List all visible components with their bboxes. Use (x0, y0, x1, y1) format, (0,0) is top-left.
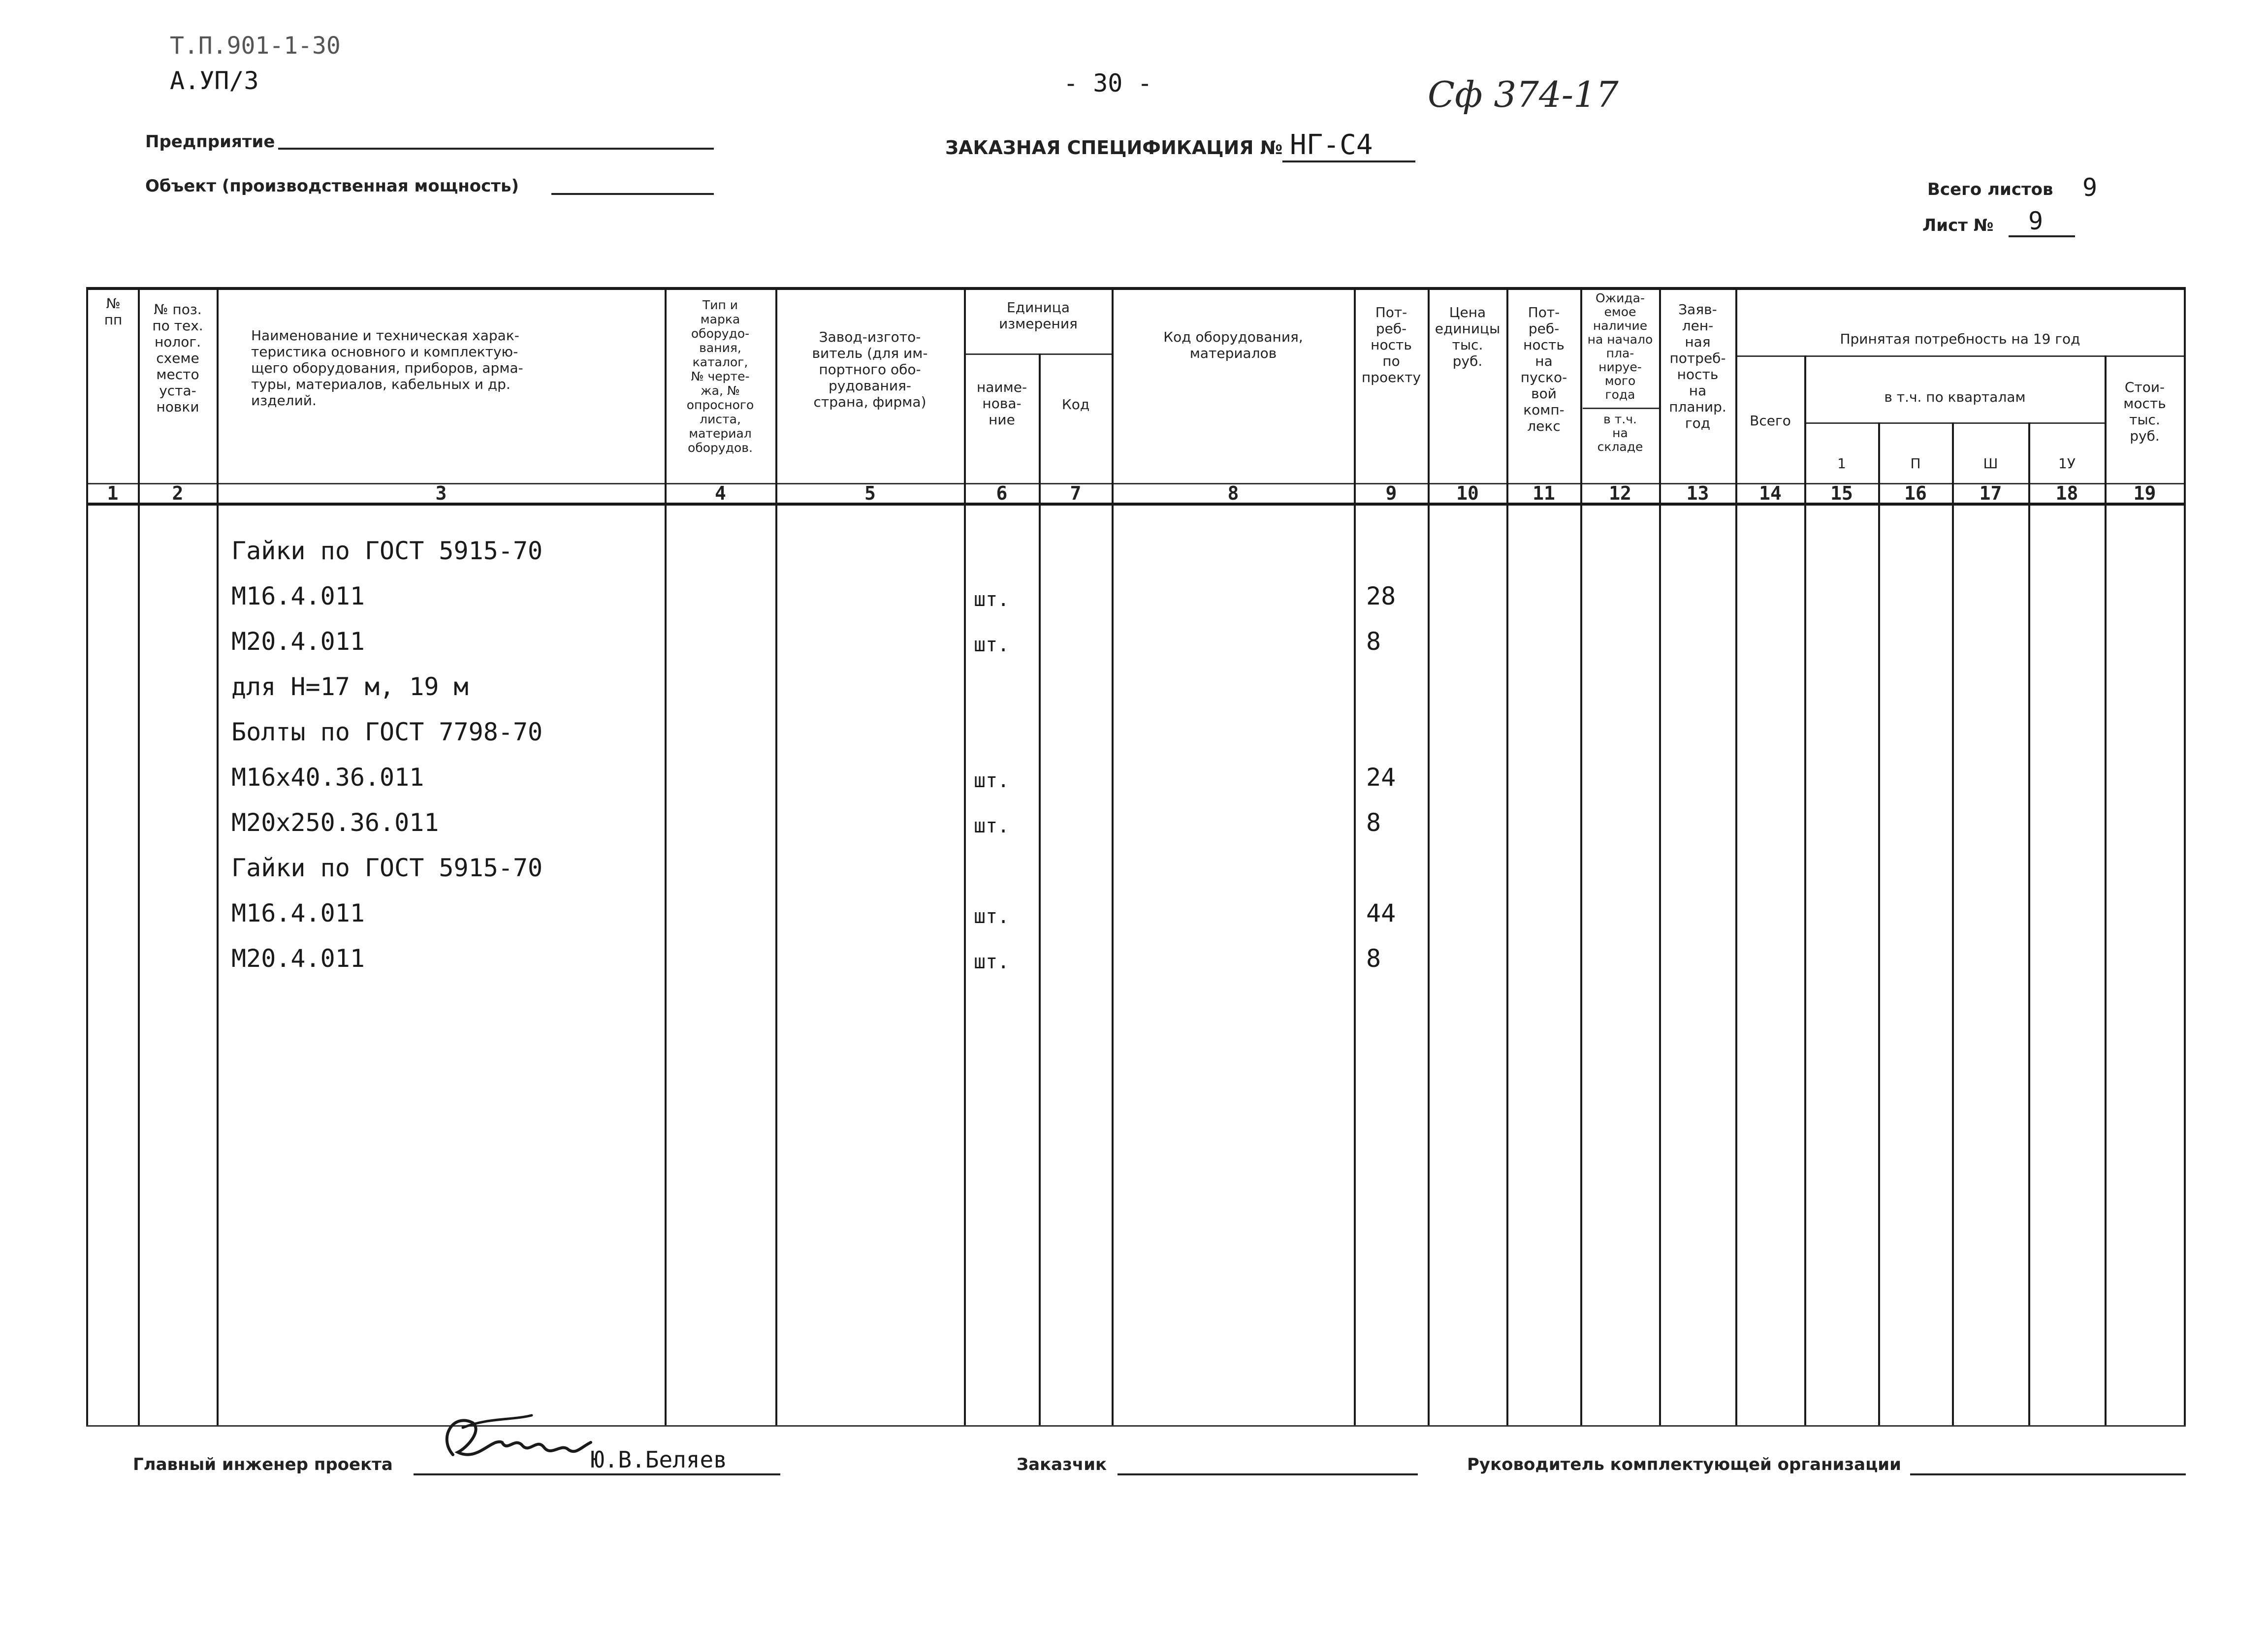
column-number-14: 14 (1759, 482, 1782, 504)
header-quarter-1: 1 (1837, 455, 1846, 472)
chief-engineer-label: Главный инженер проекта (133, 1455, 393, 1474)
sheet-underline (2009, 235, 2075, 237)
col-border-10 (1506, 287, 1508, 1425)
customer-label: Заказчик (1017, 1455, 1107, 1474)
table-top-border (86, 287, 2186, 290)
col-border-8 (1354, 287, 1356, 1425)
item-quantity: 8 (1366, 808, 1381, 837)
column-number-17: 17 (1979, 482, 2002, 504)
object-underline (551, 193, 714, 195)
item-name: М20х250.36.011 (231, 808, 439, 837)
item-unit: шт. (974, 905, 1010, 928)
customer-underline (1118, 1473, 1418, 1475)
item-name: М16.4.011 (231, 582, 365, 610)
header-position: № поз. по тех. нолог. схеме место уста- новки (152, 301, 203, 415)
spec-title: ЗАКАЗНАЯ СПЕЦИФИКАЦИЯ № (945, 137, 1283, 159)
item-name: Болты по ГОСТ 7798-70 (231, 718, 543, 746)
column-number-18: 18 (2055, 482, 2078, 504)
header-in-stock: в т.ч. на складе (1597, 412, 1643, 454)
column-number-9: 9 (1385, 482, 1397, 504)
document-subcode: А.УП/3 (170, 66, 259, 95)
total-sheets-value: 9 (2082, 173, 2098, 202)
col-border-5 (964, 287, 966, 1425)
page-number: - 30 - (1063, 69, 1152, 97)
header-total: Всего (1750, 413, 1791, 429)
item-quantity: 8 (1366, 627, 1381, 656)
column-number-13: 13 (1686, 482, 1709, 504)
item-quantity: 28 (1366, 582, 1396, 610)
header-cost: Стои- мость тыс. руб. (2123, 379, 2166, 444)
column-number-2: 2 (172, 482, 184, 504)
item-name: М16.4.011 (231, 899, 365, 927)
column-number-6: 6 (996, 482, 1008, 504)
col-border-12 (1659, 287, 1661, 1425)
item-name: М20.4.011 (231, 944, 365, 973)
header-unit-price: Цена единицы тыс. руб. (1435, 304, 1501, 369)
col-border-7 (1112, 287, 1114, 1425)
col-border-1 (138, 287, 140, 1425)
sheet-value: 9 (2028, 207, 2044, 235)
object-label: Объект (производственная мощность) (145, 176, 519, 196)
enterprise-label: Предприятие (145, 132, 275, 152)
table-bottom-rule (86, 1425, 2186, 1427)
header-quarter-3: Ш (1983, 455, 1998, 472)
handwritten-reference: Сф 374-17 (1428, 74, 1619, 115)
unit-group-rule (964, 353, 1112, 355)
column-number-3: 3 (435, 482, 447, 504)
column-number-10: 10 (1456, 482, 1479, 504)
header-startup-need: Пот- реб- ность на пуско- вой комп- лекс (1520, 304, 1567, 434)
item-name: Гайки по ГОСТ 5915-70 (231, 537, 543, 565)
supplier-head-label: Руководитель комплектующей организации (1467, 1455, 1901, 1474)
header-unit-group: Единица измерения (999, 299, 1078, 332)
chief-engineer-signature (433, 1408, 601, 1477)
quarters-rule (1804, 422, 2105, 424)
column-number-8: 8 (1227, 482, 1239, 504)
item-quantity: 44 (1366, 899, 1396, 927)
column-number-12: 12 (1609, 482, 1631, 504)
col-border-9 (1428, 287, 1430, 1425)
header-quarters: в т.ч. по кварталам (1884, 389, 2026, 405)
accepted-group-rule (1735, 355, 2186, 357)
item-quantity: 24 (1366, 763, 1396, 792)
document-code: Т.П.901-1-30 (170, 32, 341, 60)
header-declared-need: Заяв- лен- ная потреб- ность на планир. год (1669, 301, 1726, 431)
sheet-label: Лист № (1922, 216, 1994, 235)
col-border-4 (775, 287, 777, 1425)
column-number-5: 5 (864, 482, 876, 504)
header-quarter-4: 1У (2058, 455, 2076, 472)
item-unit: шт. (974, 815, 1010, 837)
item-quantity: 8 (1366, 944, 1381, 973)
header-unit-code: Код (1061, 396, 1090, 413)
spec-number: НГ-С4 (1290, 129, 1373, 161)
column-number-19: 19 (2133, 482, 2156, 504)
col-border-3 (665, 287, 667, 1425)
item-name: М16х40.36.011 (231, 763, 424, 792)
column-number-11: 11 (1533, 482, 1555, 504)
col-border-0 (86, 287, 88, 1425)
column-number-16: 16 (1904, 482, 1927, 504)
item-name: для Н=17 м, 19 м (231, 672, 469, 701)
col-border-11 (1580, 287, 1582, 1425)
header-accepted-group: Принятая потребность на 19 год (1840, 331, 2080, 347)
header-manufacturer: Завод-изгото- витель (для им- портного обо- рудования- страна, фирма) (812, 329, 928, 410)
stock-rule (1583, 408, 1659, 409)
column-number-1: 1 (107, 482, 119, 504)
column-number-15: 15 (1830, 482, 1853, 504)
spec-number-underline (1282, 160, 1415, 162)
col-border-15 (1878, 422, 1880, 1425)
item-name: Гайки по ГОСТ 5915-70 (231, 854, 543, 882)
item-unit: шт. (974, 769, 1010, 792)
header-project-need: Пот- реб- ность по проекту (1361, 304, 1421, 385)
chief-engineer-name: Ю.В.Беляев (591, 1446, 727, 1473)
col-border-6 (1039, 353, 1041, 1425)
col-border-13 (1735, 287, 1737, 1425)
column-number-7: 7 (1070, 482, 1082, 504)
header-item-name: Наименование и техническая харак- теристика основного и комплектую- щего оборудования, приборов, арма- туры, материалов, кабельных и др. изделий. (251, 327, 523, 409)
header-expected-stock: Ожида- емое наличие на начало пла- нируе- мого года (1587, 291, 1653, 402)
header-equipment-code: Код оборудования, материалов (1163, 329, 1303, 361)
col-border-2 (217, 287, 219, 1425)
column-number-4: 4 (715, 482, 726, 504)
col-border-18 (2105, 355, 2107, 1425)
col-border-19 (2184, 287, 2186, 1425)
enterprise-underline (278, 148, 714, 150)
col-border-17 (2028, 422, 2030, 1425)
item-unit: шт. (974, 951, 1010, 973)
item-unit: шт. (974, 588, 1010, 611)
supplier-head-underline (1910, 1473, 2186, 1475)
item-unit: шт. (974, 634, 1010, 656)
col-border-14 (1804, 355, 1806, 1425)
col-border-16 (1952, 422, 1954, 1425)
header-type-mark: Тип и марка оборудо- вания, каталог, № черте- жа, № опросного листа, материал оборудов. (686, 298, 754, 455)
header-unit-name: наиме- нова- ние (976, 379, 1027, 428)
header-quarter-2: П (1910, 455, 1921, 472)
total-sheets-label: Всего листов (1927, 180, 2053, 199)
header-row-number: № пп (104, 295, 123, 328)
item-name: М20.4.011 (231, 627, 365, 656)
